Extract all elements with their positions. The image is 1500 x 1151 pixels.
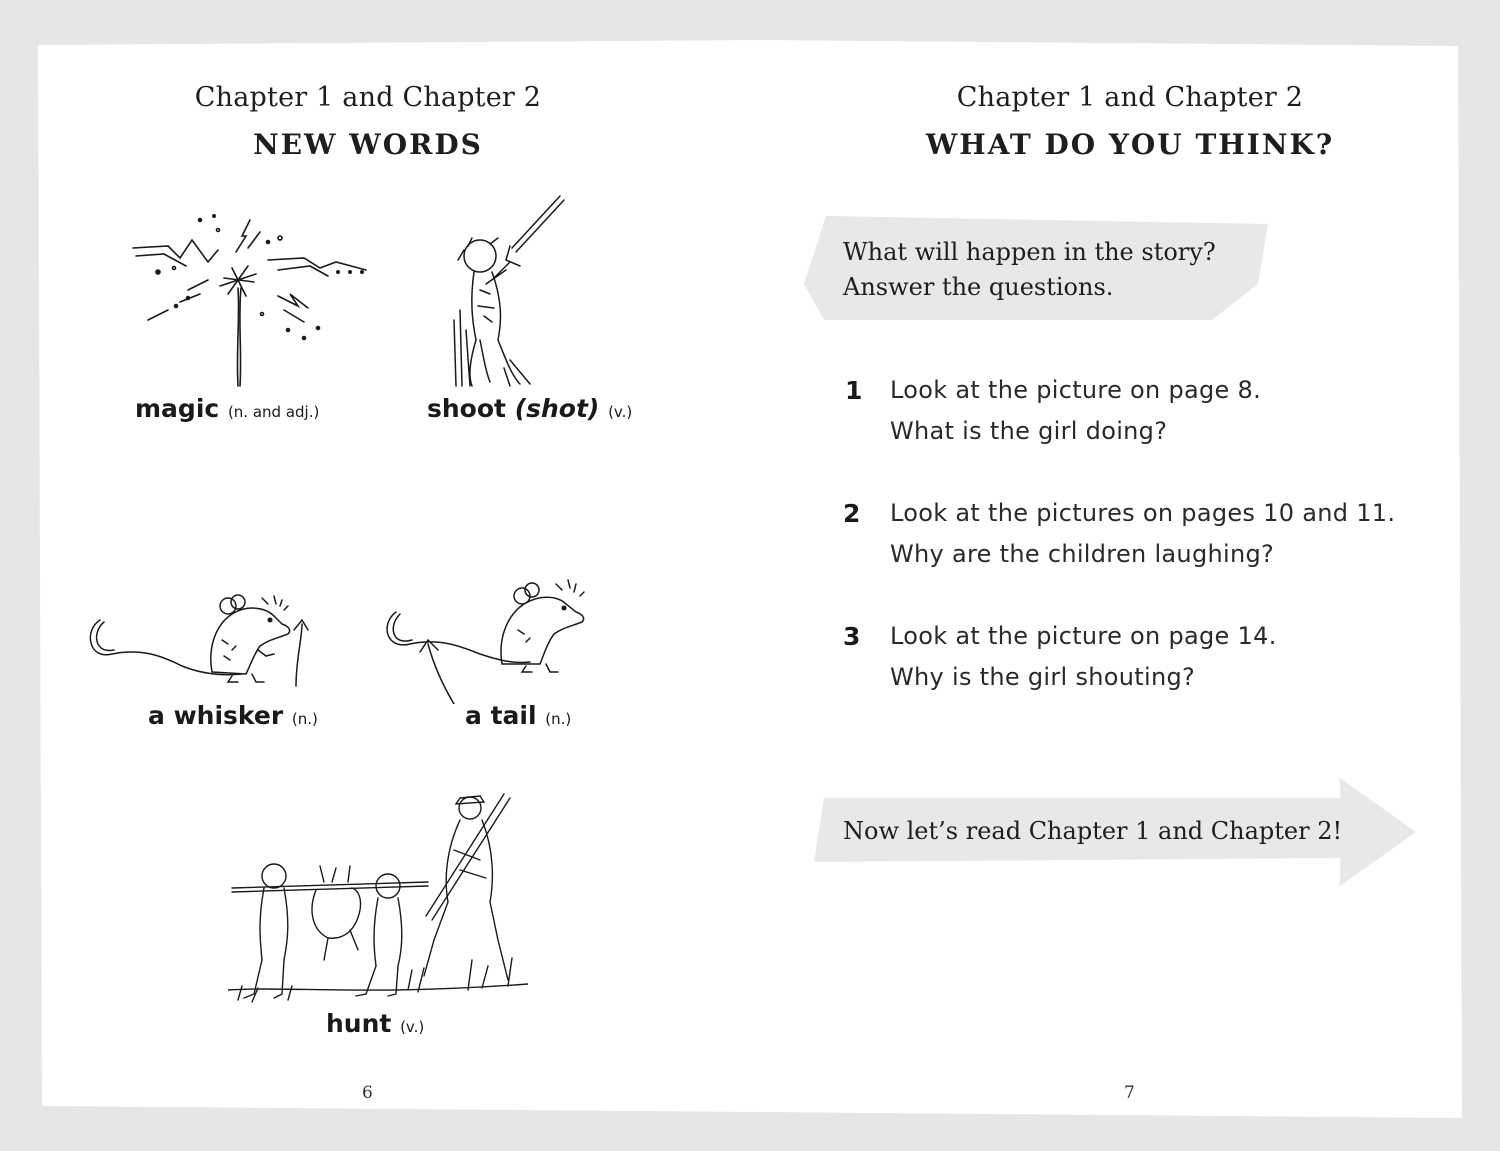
hunters-icon — [228, 790, 528, 1005]
question-3-line-2: Why is the girl shouting? — [890, 663, 1196, 691]
word-tail-label: a tail — [465, 701, 537, 730]
word-shoot-variant: (shot) — [514, 394, 600, 423]
word-shoot-label: shoot — [427, 394, 506, 423]
word-hunt-label: hunt — [326, 1009, 392, 1038]
right-page-number: 7 — [1124, 1083, 1135, 1103]
word-whisker-pos: (n.) — [291, 710, 318, 728]
question-3-line-1: Look at the picture on page 14. — [890, 622, 1277, 650]
word-hunt — [326, 1009, 424, 1038]
right-heading: WHAT DO YOU THINK? — [925, 128, 1335, 161]
word-magic-label: magic — [135, 394, 220, 423]
question-1-line-2: What is the girl doing? — [890, 417, 1168, 445]
question-2-line-2: Why are the children laughing? — [890, 540, 1275, 568]
word-shoot — [427, 394, 632, 423]
question-2-number: 2 — [843, 499, 861, 528]
callout-line-1: What will happen in the story? — [843, 238, 1216, 266]
word-tail-pos: (n.) — [545, 710, 572, 728]
arrow-banner-text: Now let’s read Chapter 1 and Chapter 2! — [843, 817, 1343, 845]
mouse-tail-icon — [380, 574, 610, 704]
question-1-number: 1 — [845, 376, 863, 405]
question-3-number: 3 — [843, 622, 861, 651]
left-page-number: 6 — [362, 1083, 373, 1103]
callout-line-2: Answer the questions. — [843, 273, 1114, 301]
left-chapter-title: Chapter 1 and Chapter 2 — [194, 82, 542, 113]
word-tail — [465, 701, 571, 730]
question-1-line-1: Look at the picture on page 8. — [890, 376, 1262, 404]
man-shooting-gun-icon — [450, 190, 570, 390]
right-chapter-title: Chapter 1 and Chapter 2 — [956, 82, 1304, 113]
mouse-whisker-icon — [82, 590, 322, 690]
word-magic-pos: (n. and adj.) — [227, 403, 320, 421]
word-whisker-label: a whisker — [148, 701, 284, 730]
word-whisker — [148, 701, 318, 730]
question-2-line-1: Look at the pictures on pages 10 and 11. — [890, 499, 1396, 527]
word-hunt-pos: (v.) — [400, 1018, 425, 1036]
callout-text — [843, 235, 1216, 305]
word-magic — [135, 394, 319, 423]
left-heading: NEW WORDS — [253, 128, 483, 161]
magic-sparkle-icon — [128, 210, 378, 390]
word-shoot-pos: (v.) — [608, 403, 633, 421]
